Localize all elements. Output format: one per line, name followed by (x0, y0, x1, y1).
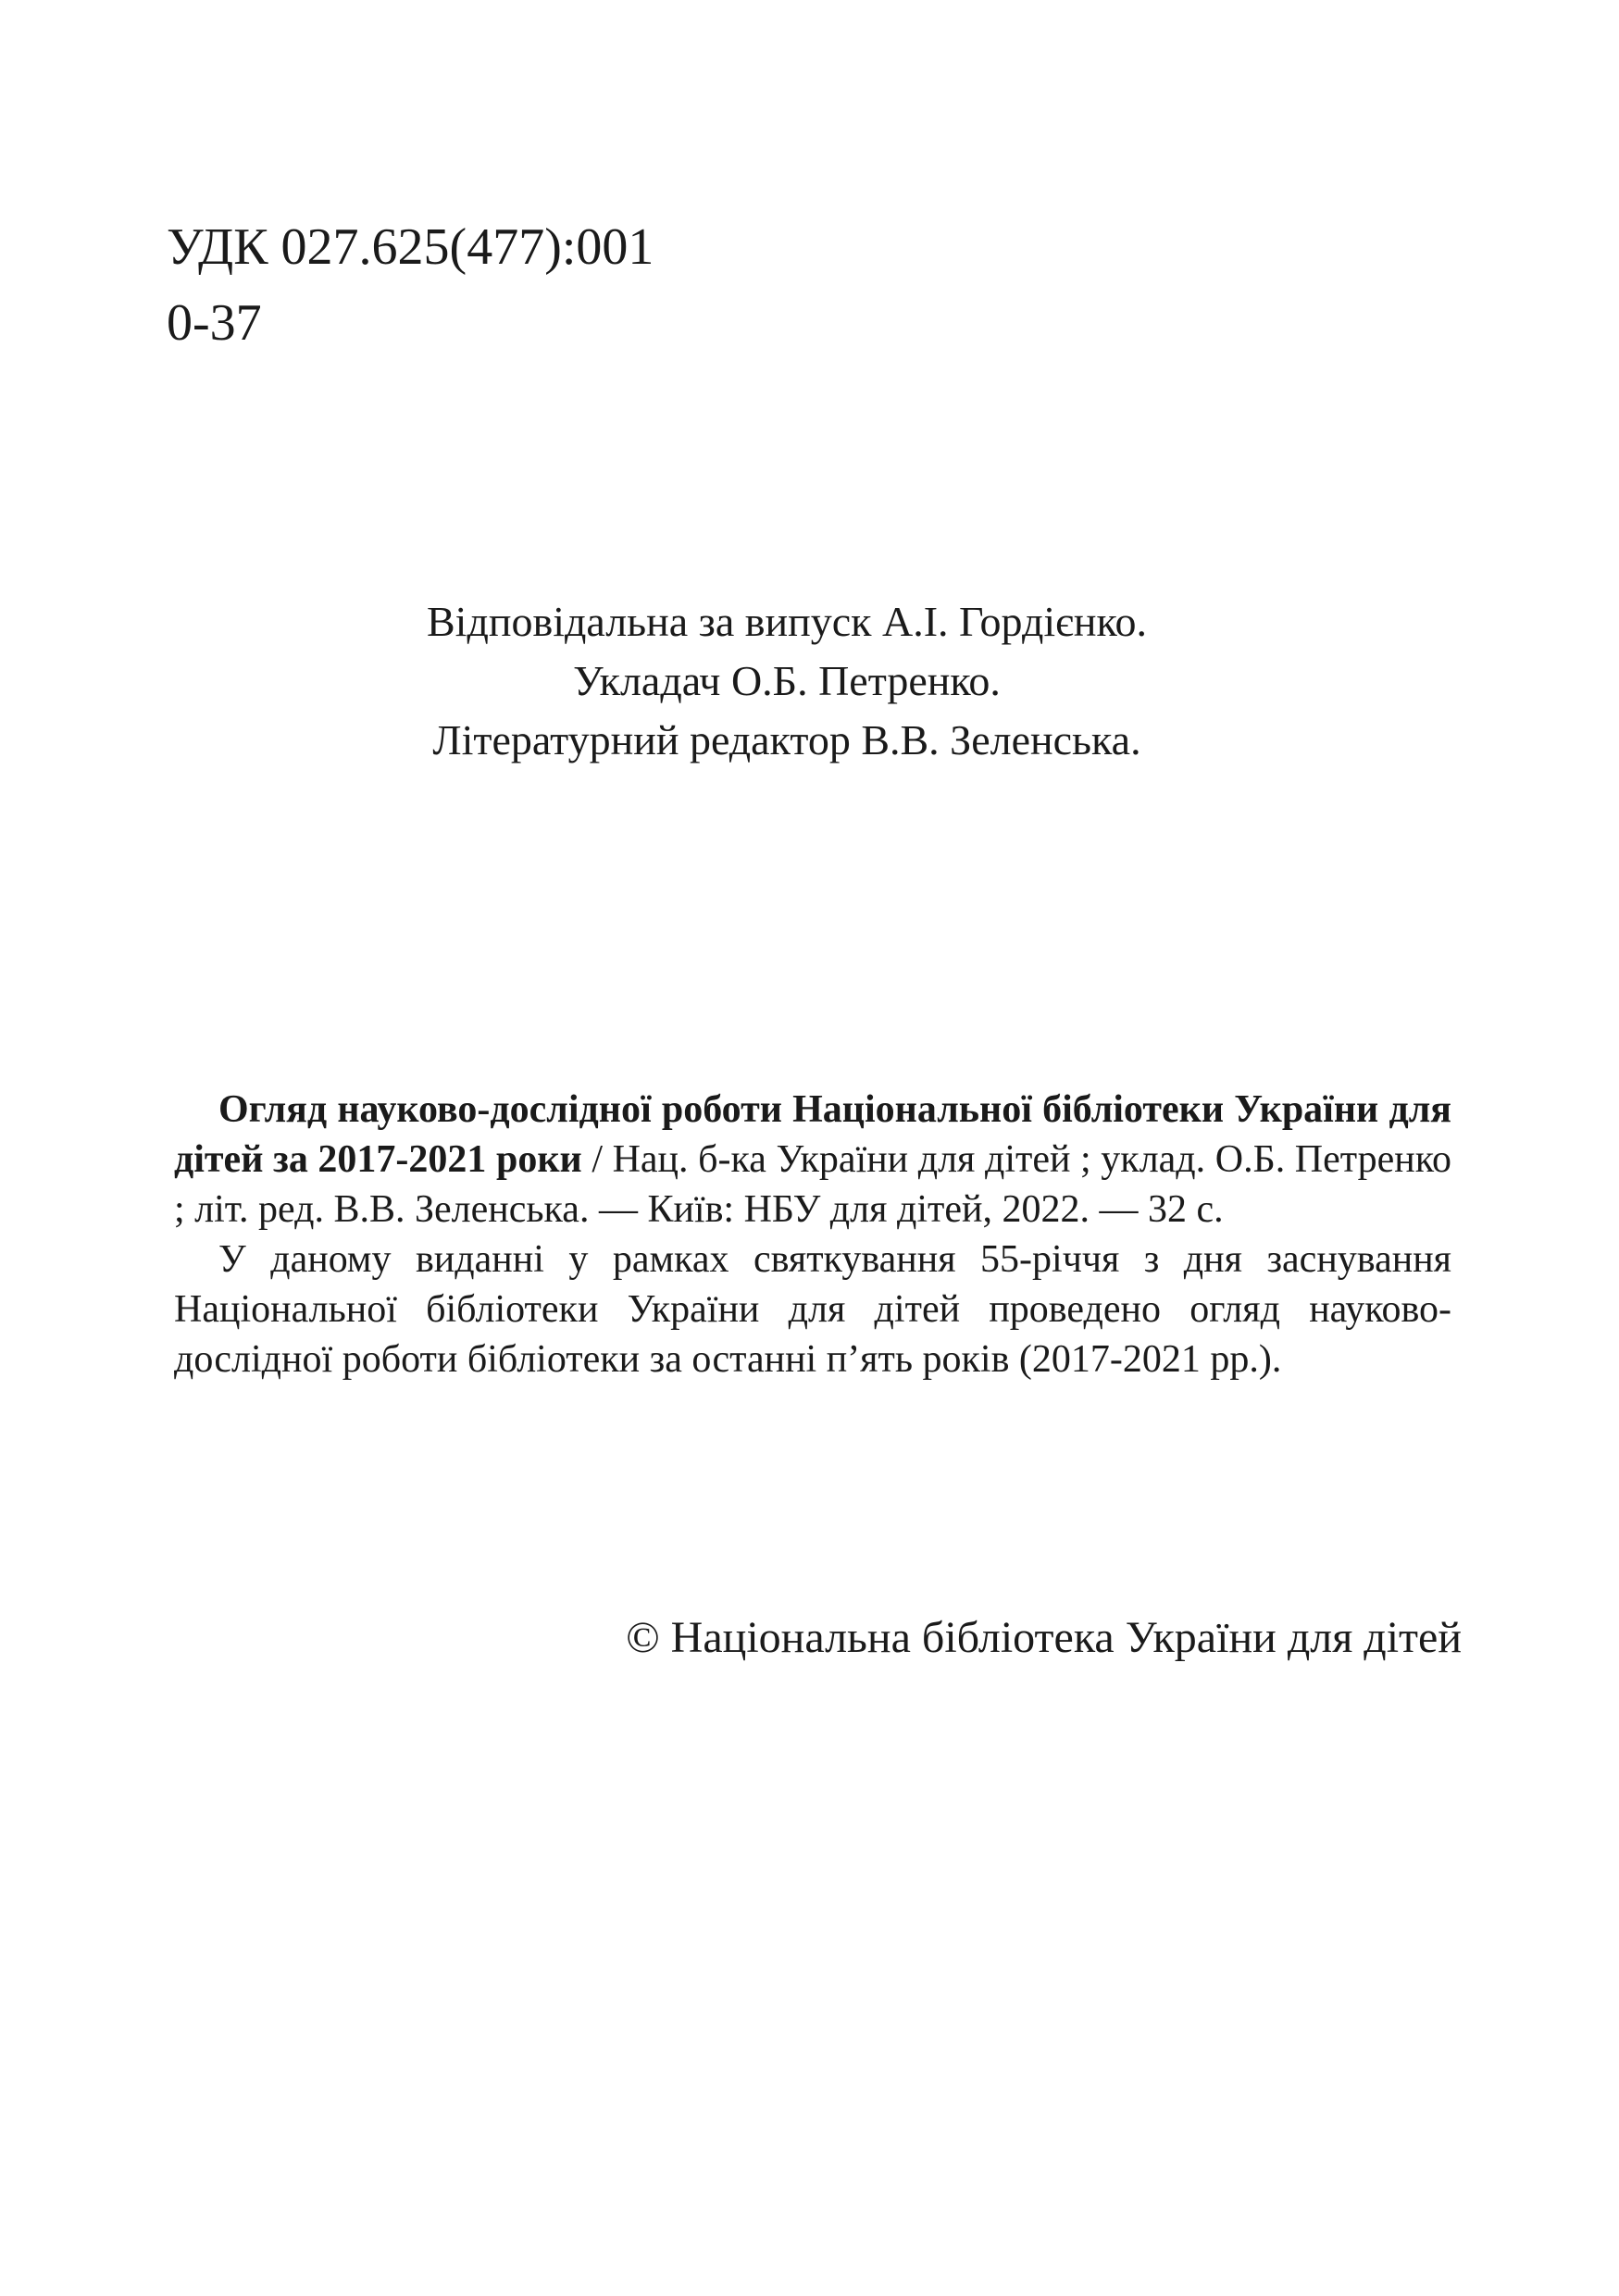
responsible-person: Відповідальна за випуск А.І. Гордієнко. (426, 598, 1148, 645)
publication-details: / Нац. б-ка України для дітей ; уклад. О.Б. Петренко ; літ. ред. В.В. Зеленська. — Київ: НБУ для дітей, 2022. — 32 с. (174, 1138, 1451, 1231)
classification-block (167, 209, 654, 361)
abstract: У даному виданні у рамках святкування 55-річчя з дня заснування Національної бібліотеки України для дітей проведено огляд науково-дослідної роботи бібліотеки за останні п’ять років (2017-2021 рр.). (174, 1238, 1451, 1381)
credits-block (278, 592, 1296, 770)
publication-title: Огляд науково-дослідної роботи Національної бібліотеки України для дітей за 2017-2021 роки (174, 1088, 1451, 1181)
udk-code: УДК 027.625(477):001 (167, 218, 654, 276)
bibliographic-description (174, 1085, 1451, 1235)
bibliographic-record (174, 1085, 1451, 1384)
compiler: Укладач О.Б. Петренко. (573, 657, 1001, 704)
literary-editor: Літературний редактор В.В. Зеленська. (432, 716, 1141, 763)
copyright-notice: © Національна бібліотека України для дітей (626, 1613, 1462, 1662)
author-mark: 0-37 (167, 294, 262, 352)
